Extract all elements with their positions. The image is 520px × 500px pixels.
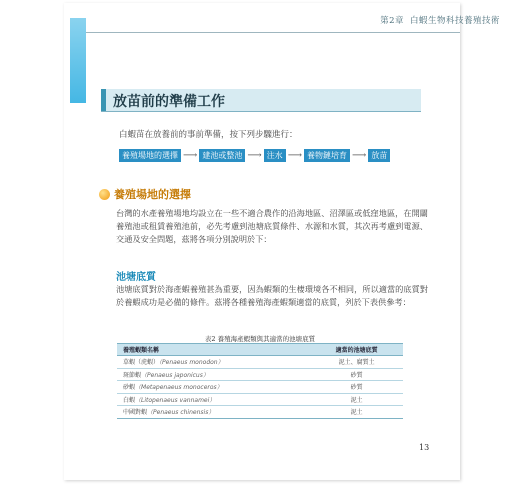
substrate-cell: 砂質 (310, 381, 403, 394)
decorative-side-tab (70, 18, 86, 103)
column-header: 養殖蝦類名稱 (117, 344, 310, 356)
chapter-label: 第2章 (380, 16, 404, 26)
page-number: 13 (419, 443, 430, 452)
arrow-right-icon: ⟶ (247, 149, 262, 161)
book-title: 白蝦生物科技養殖技術 (409, 16, 500, 26)
substrate-cell: 泥土、腐質土 (310, 356, 403, 369)
running-header (380, 14, 500, 26)
species-name: 白蝦 (123, 396, 136, 404)
species-name: 草蝦（虎蝦） (123, 359, 160, 367)
arrow-right-icon: ⟶ (352, 149, 367, 161)
table-caption (0, 334, 520, 343)
substrate-cell: 泥土 (310, 406, 403, 419)
species-cell (117, 393, 310, 406)
flow-step: 建池或整池 (199, 149, 245, 162)
scientific-name: （Penaeus monodon） (159, 359, 224, 367)
table-row (117, 356, 403, 369)
substrate-cell: 砂質 (310, 368, 403, 381)
table-row (117, 406, 403, 419)
intro-text: 白蝦苗在放養前的事前準備，按下列步驟進行： (119, 130, 298, 140)
species-cell (117, 368, 310, 381)
scientific-name: （Litopenaeus vannamei） (135, 396, 216, 404)
arrow-right-icon: ⟶ (287, 149, 303, 161)
flow-step: 放苗 (368, 149, 390, 162)
minor-paragraph: 池塘底質對於海產蝦養殖甚為重要，因為蝦類的生棲環境各不相同，所以適當的底質對於養蝦成功是必備的條件。茲將各種養殖海產蝦類適當的底質，列於下表供參考： (116, 284, 428, 307)
table-row (117, 393, 403, 406)
flow-step: 養殖場地的選擇 (119, 149, 181, 162)
species-name: 砂蝦 (123, 384, 136, 392)
table-caption-text: 表2 養殖海產蝦類與其適當的池塘底質 (204, 335, 316, 343)
subsection-title: 養殖場地的選擇 (114, 188, 191, 201)
species-substrate-table (117, 343, 403, 419)
species-cell (117, 381, 310, 394)
flow-step: 養物鏈培育 (304, 149, 350, 162)
subsection-paragraph: 台灣的水產養殖場地均設立在一些不適合農作的沿海地區、沼澤區或低窪地區，在開闢養殖池或租賃養殖池前，必先考慮到池塘底質條件、水源和水質，其次再考慮到電源、交通及安全問題，茲將各項分別說明於下： (116, 208, 428, 244)
table-header-row (117, 344, 403, 356)
species-name: 中國對蝦 (123, 409, 148, 417)
procedure-flow (119, 148, 390, 162)
species-name: 斑節蝦 (123, 371, 142, 379)
species-cell (117, 356, 310, 369)
section-heading-accent (101, 89, 106, 111)
bullet-icon (99, 189, 110, 200)
section-heading (101, 89, 421, 112)
species-cell (117, 406, 310, 419)
scientific-name: （Metapenaeus monoceros） (135, 384, 223, 392)
table-row (117, 368, 403, 381)
substrate-cell: 泥土 (310, 393, 403, 406)
flow-step: 注水 (264, 149, 286, 162)
scientific-name: （Penaeus chinensis） (147, 409, 215, 417)
scientific-name: （Penaeus japonicus） (141, 371, 209, 379)
column-header: 適當的池塘底質 (310, 344, 403, 356)
minor-heading: 池塘底質 (116, 272, 156, 283)
arrow-right-icon: ⟶ (183, 149, 198, 161)
section-title: 放苗前的準備工作 (113, 94, 225, 110)
table-row (117, 381, 403, 394)
